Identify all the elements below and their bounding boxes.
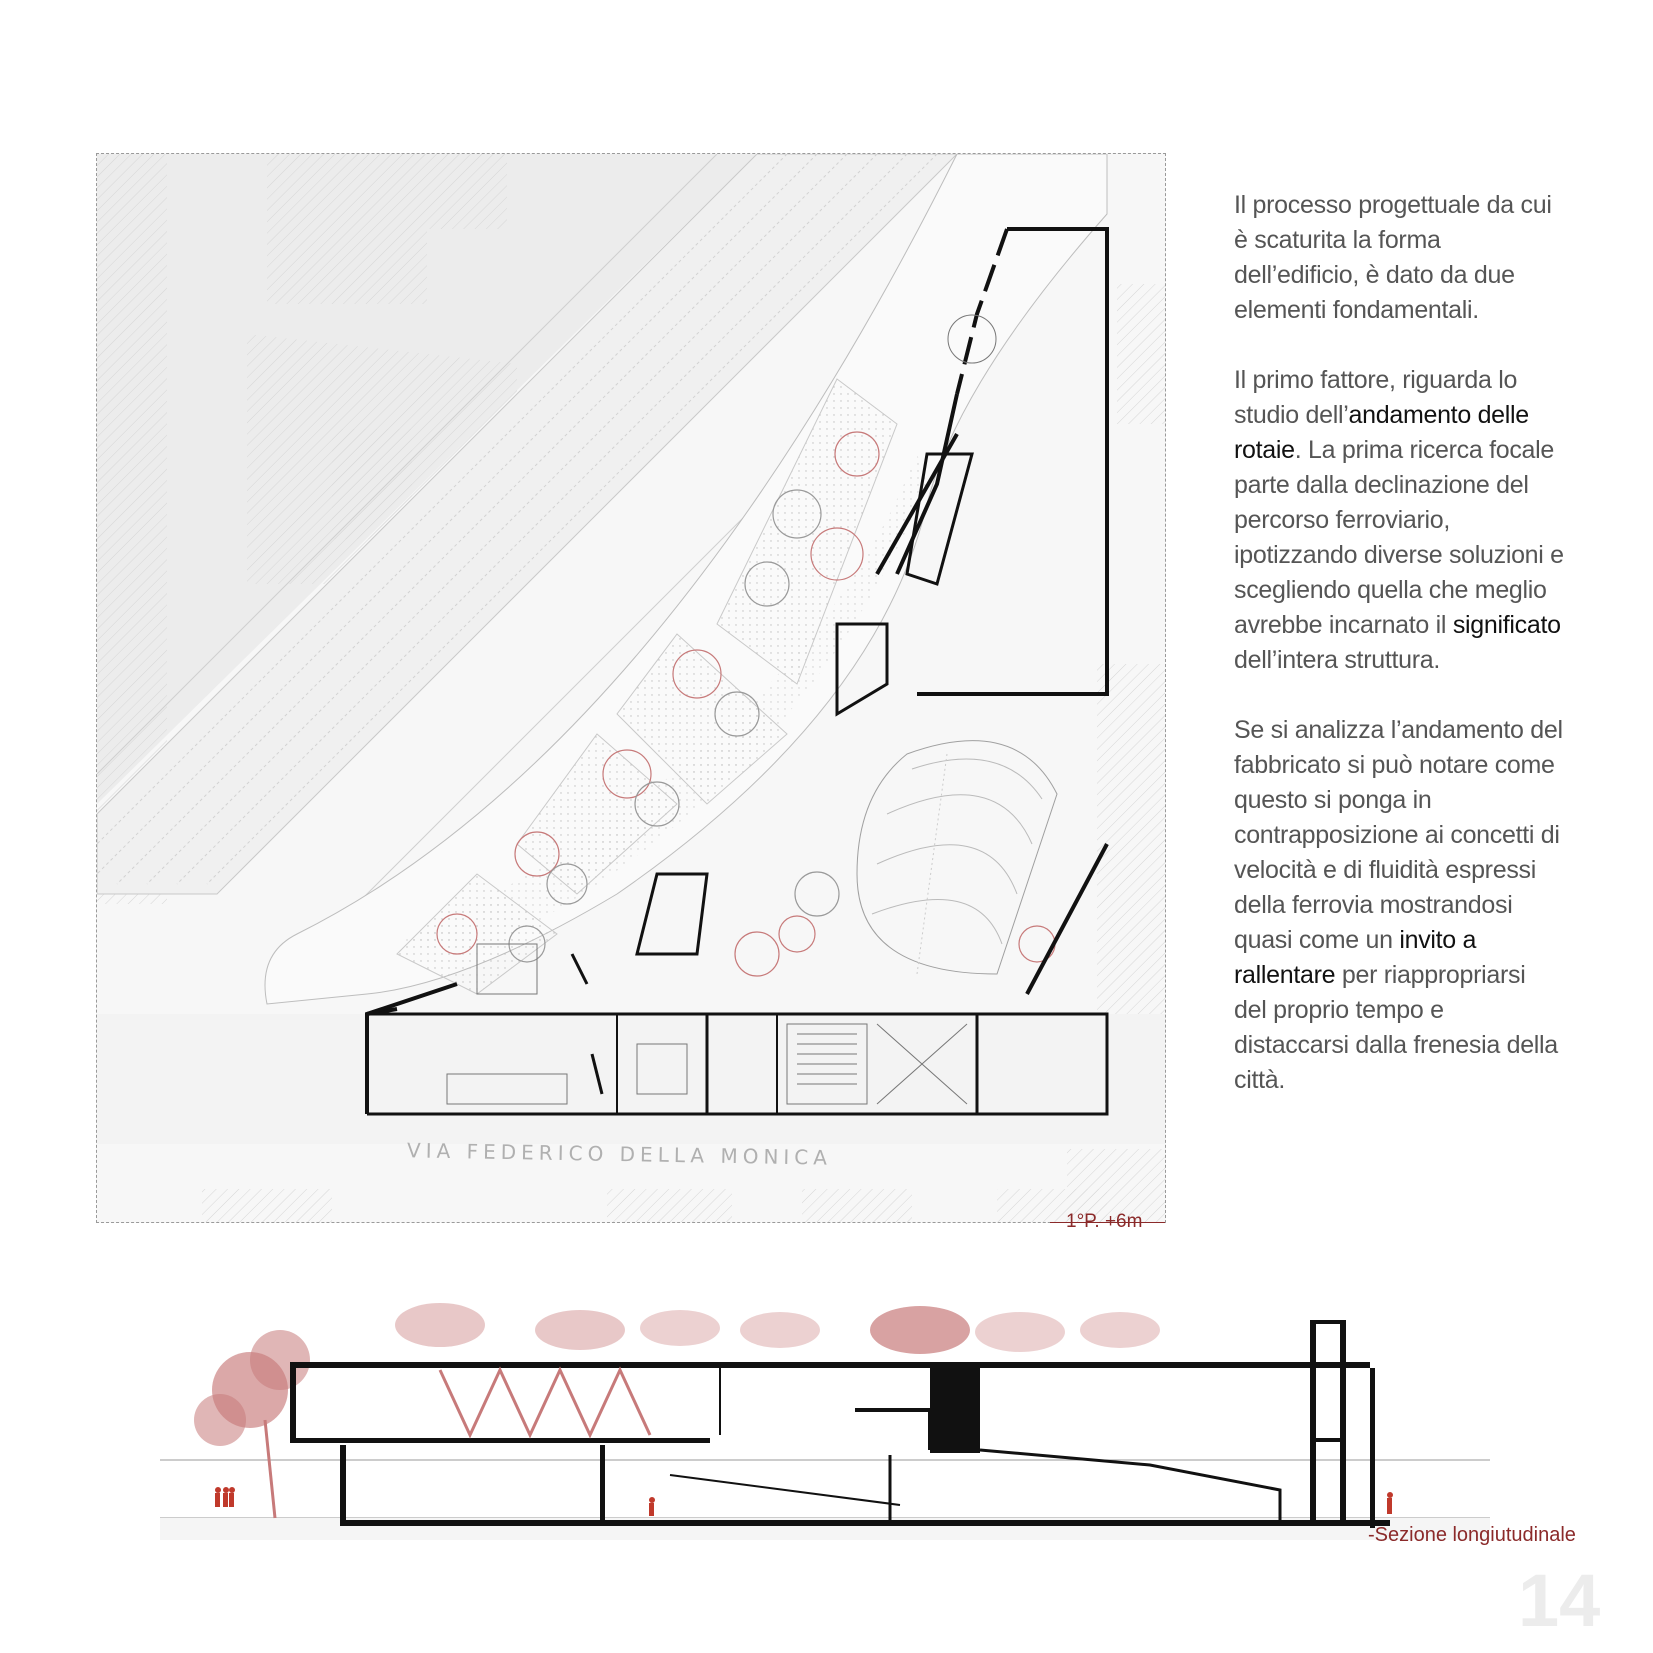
- section-caption: -Sezione longiutudinale: [1368, 1524, 1576, 1546]
- human-figures: [215, 1487, 1393, 1516]
- section-trees: [194, 1303, 1160, 1518]
- highlight-significato: significato: [1452, 611, 1561, 639]
- longitudinal-section: [160, 1300, 1490, 1540]
- ground-lines: [160, 1460, 1490, 1540]
- plan-caption: 1°P. +6m: [1066, 1211, 1143, 1232]
- paragraph-1: Il processo progettuale da cui è scaturita la forma dell’edificio, è dato da due elementi fondamentali.: [1234, 191, 1552, 324]
- street-name: VIA FEDERICO DELLA MONICA: [406, 1138, 833, 1170]
- paragraph-2: Il primo fattore, riguarda lo studio dell’andamento delle rotaie. La prima ricerca focale parte dalla declinazione del percorso ferroviario, ipotizzando diverse soluzioni e scegliendo quella che meglio avrebbe incarnato il significato dell’intera struttura.: [1234, 366, 1564, 674]
- roof-truss: [440, 1370, 650, 1435]
- highlight-rallentare: invito a rallentare: [1234, 926, 1477, 989]
- paragraph-3: Se si analizza l’andamento del fabbricato si può notare come questo si ponga in contrapposizione ai concetti di velocità e di fluidità espressi della ferrovia mostrandosi quasi come un invito a rallentare per riappropriarsi del proprio tempo e distaccarsi dalla frenesia della città.: [1234, 716, 1563, 1094]
- section-structure: [290, 1320, 1390, 1528]
- page-number: 14: [1518, 1559, 1601, 1642]
- description-text: [1234, 188, 1564, 1133]
- amphitheatre: [857, 741, 1057, 974]
- highlight-rotaie: andamento delle rotaie: [1234, 401, 1529, 464]
- floor-plan: [96, 153, 1166, 1223]
- plan-drawing: [97, 154, 1166, 1223]
